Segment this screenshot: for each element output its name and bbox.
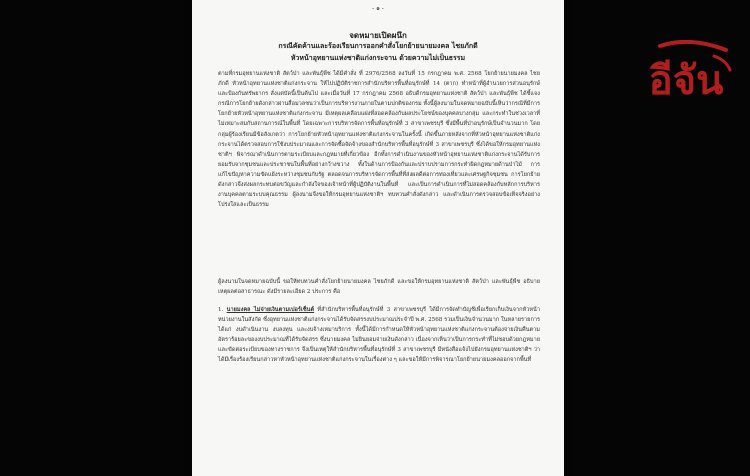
paragraph-3 [218,305,540,366]
document-page [192,0,564,476]
paragraph-1: ตามที่กรมอุทยานแห่งชาติ สัตว์ป่า และพันธุ์พืช ได้มีคำสั่ง ที่ 2976/2568 ลงวันที่ 15 กรกฎาคม พ.ศ. 2568 โยกย้ายนายมงคล ไชยภักดี หัวหน้าอุทยานแห่งชาติแก่งกระจาน ให้ไปปฏิบัติราชการสำนักบริหารพื้นที่อนุรักษ์ที่ 14 (ตาก) ทำหน้าที่ผู้อำนวยการส่วนอนุรักษ์และป้องกันทรัพยากร สั่งแต่บัดนี้เป็นต้นไป และเมื่อวันที่ 17 กรกฎาคม 2568 อธิบดีกรมอุทยานแห่งชาติ สัตว์ป่า และพันธุ์พืช ได้ชี้แจงกรณีการโยกย้ายดังกล่าวผ่านสื่อมวลชนว่าเป็นการบริหารงานภายในตามปกติของกรม ทั้งนี้ผู้ลงนามในจดหมายฉบับนี้เห็นว่ากรณีที่มีการโยกย้ายหัวหน้าอุทยานแห่งชาติแก่งกระจาน มีเหตุผลเคลือบแฝงที่สอดคล้องกับผลประโยชน์ของบุคคลบางกลุ่ม และกระทำในช่วงเวลาที่ไม่เหมาะสมกับสถานการณ์ในพื้นที่ โดยเฉพาะการบริหารจัดการพื้นที่อนุรักษ์ที่ 3 สาขาเพชรบุรี ซึ่งมีพื้นที่ป่าอนุรักษ์เป็นจำนวนมาก โดยกลุ่มผู้ร้องเรียนมีข้อสังเกตว่า การโยกย้ายหัวหน้าอุทยานแห่งชาติแก่งกระจานในครั้งนี้ เกิดขึ้นภายหลังจากที่หัวหน้าอุทยานแห่งชาติแก่งกระจานได้ตรวจสอบการใช้งบประมาณและการจัดซื้อจัดจ้างของสำนักบริหารพื้นที่อนุรักษ์ที่ 3 สาขาเพชรบุรี ซึ่งได้ขอให้กรมอุทยานแห่งชาติฯ พิจารณาดำเนินการตามระเบียบและกฎหมายที่เกี่ยวข้อง อีกทั้งการดำเนินงานของหัวหน้าอุทยานแห่งชาติแก่งกระจานได้รับการยอมรับจากชุมชนและประชาชนในพื้นที่อย่างกว้างขวาง ทั้งในด้านการป้องกันและปราบปรามการกระทำผิดกฎหมายด้านป่าไม้ การแก้ไขปัญหาความขัดแย้งระหว่างชุมชนกับรัฐ ตลอดจนการบริหารจัดการพื้นที่ที่ส่งผลดีต่อการท่องเที่ยวและเศรษฐกิจชุมชน การโยกย้ายดังกล่าวจึงส่งผลกระทบต่อขวัญและกำลังใจของเจ้าหน้าที่ผู้ปฏิบัติงานในพื้นที่ และเป็นการดำเนินการที่ไม่สอดคล้องกับหลักการบริหารงานบุคคลตามระบบคุณธรรม ผู้ลงนามจึงขอให้กรมอุทยานแห่งชาติฯ ทบทวนคำสั่งดังกล่าว และดำเนินการตรวจสอบข้อเท็จจริงอย่างโปร่งใสและเป็นธรรม [218,71,540,209]
page-number: - ๑ - [372,5,384,12]
document-title: จดหมายเปิดผนึก [349,30,407,40]
ejan-logo [630,40,742,110]
paragraph-3-bold: นายมงคล ไม่จ่ายเงินตามเปอร์เซ็นต์ [226,307,315,313]
paragraph-3-rest: ที่สำนักบริหารพื้นที่อนุรักษ์ที่ 3 สาขาเพชรบุรี ได้มีการจัดทำบัญชีเพื่อเรียกเก็บเงินจากหัวหน้าหน่วยงานในสังกัด ซึ่งอุทยานแห่งชาติแก่งกระจานได้รับจัดสรรงบประมาณประจำปี พ.ศ. 2568 รวมเป็นเงินจำนวนมาก ในหลายรายการ ได้แก่ งบดำเนินงาน งบลงทุน และงบจ้างเหมาบริการ ทั้งนี้ได้มีการกำหนดให้หัวหน้าอุทยานแห่งชาติแก่งกระจานต้องจ่ายเงินคืนตามอัตราร้อยละของงบประมาณที่ได้รับจัดสรร ซึ่งนายมงคล ไม่ยินยอมจ่ายเงินดังกล่าว เนื่องจากเห็นว่าเป็นการกระทำที่ไม่ชอบด้วยกฎหมาย และขัดต่อระเบียบของทางราชการ จึงเป็นเหตุให้สำนักบริหารพื้นที่อนุรักษ์ที่ 3 สาขาเพชรบุรี มีหนังสือแจ้งไปยังกรมอุทยานแห่งชาติฯ ว่าได้มีเรื่องร้องเรียนกล่าวหาหัวหน้าอุทยานแห่งชาติแก่งกระจานในเรื่องต่าง ๆ และขอให้มีการพิจารณาโยกย้ายนายมงคลออกจากพื้นที่ [218,307,541,364]
paragraph-2: ผู้ลงนามในจดหมายฉบับนี้ ขอให้ทบทวนคำสั่งโยกย้ายนายมงคล ไชยภักดี และขอให้กรมอุทยานแห่งชาติ สัตว์ป่า และพันธุ์พืช อธิบายเหตุผลต่อสาธารณะ ดังมีรายละเอียด 2 ประการ คือ [218,279,540,296]
document-subtitle-2: หัวหน้าอุทยานแห่งชาติแก่งกระจาน ด้วยความไม่เป็นธรรม [290,53,466,62]
document-subtitle: กรณีคัดค้านและร้องเรียนการออกคำสั่งโยกย้ายนายมงคล ไชยภักดี [278,41,478,50]
paragraph-3-lead: 1. [218,307,227,313]
logo-arc-mark [660,42,726,50]
ejan-logo-mark [630,40,742,110]
logo-text: อีจัน [648,58,724,104]
